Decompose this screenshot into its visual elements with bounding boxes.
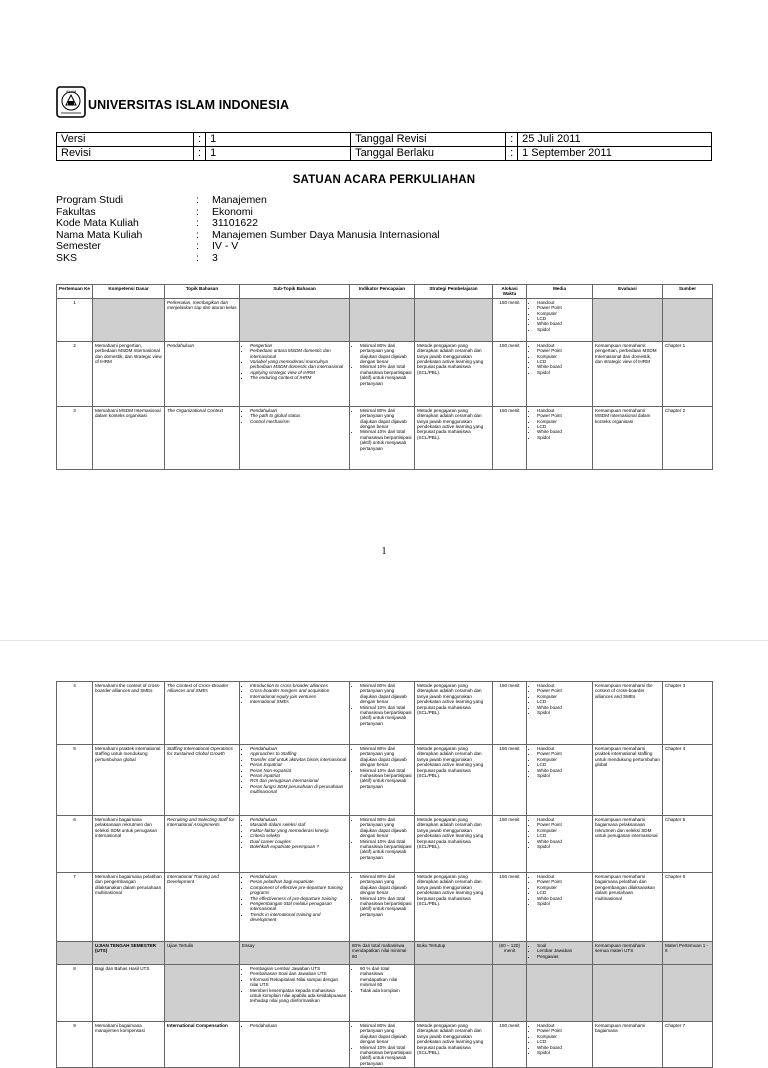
list-item: • Pembahasan Soal dan Jawaban UTS [250,971,347,976]
topik-cell: International Training and Development [165,873,240,942]
waktu-cell: 150 menit [493,341,527,406]
course-info [56,195,440,264]
waktu-cell: 150 menit [493,1022,527,1068]
topik-cell: Recruiting and Selecting Staff for International Assignments [165,816,240,873]
document-meta-table [56,132,712,161]
list-item: • Spidol [537,710,590,715]
list-item: • Minimal 80% dari pertanyaan yang diajukan dapat dijawab dengan benar [360,817,412,839]
list-item: • Pendahuluan [250,1023,347,1028]
list-item: • Component of effective pre-departure training programs [250,885,347,896]
list-item: • International equity join ventures [250,694,347,699]
list-item: • Power Point [537,1028,590,1033]
meeting-number: 5 [57,745,93,816]
table-row [57,298,713,341]
indikator-cell [350,406,415,469]
strategi-cell [415,298,493,341]
column-header: Media [527,285,593,299]
table-row [57,965,713,1022]
list-item: • Komputer [537,828,590,833]
evaluasi-cell [593,298,663,341]
list-item: • Applying strategic view of IHRM [250,370,347,375]
info-label: Semester [56,240,101,252]
list-item: • Power Point [537,348,590,353]
info-label: SKS [56,251,78,264]
strategi-cell: Metode pengajaran yang diterapkan adalah ceramah dan tanya jawab menggunakan pendekatan active learning yang berpusat pada mahasiswa (SCL/PBL). [415,816,493,873]
list-item: • Peran Non-expatriat [250,768,347,773]
sumber-cell: Chapter 1 [663,341,713,406]
media-cell-list [529,343,590,375]
university-logo-icon [56,86,86,118]
media-cell [527,942,593,965]
document-page-2 [0,640,768,1066]
list-item: • Minimal 80% dari pertanyaan yang diajukan dapat dijawab dengan benar [360,874,412,896]
document-header [56,86,289,118]
kompetensi-cell: Memahami praktek international staffing untuk mendukung pertumbuhan global [93,745,165,816]
uts-label: UJIAN TENGAH SEMESTER (UTS) [93,942,165,965]
meeting-number: 4 [57,682,93,745]
list-item: • Trends in international training and development [250,912,347,923]
list-item: • Power Point [537,305,590,310]
list-item: • Approaches to Staffing [250,751,347,756]
evaluasi-cell: Kemampuan memahami: pengertian, perbedaan MSDM Internasional dan domestik, dan strategic view of IHRM [593,341,663,406]
column-header: Evaluasi [593,285,663,299]
list-item: • White board [537,768,590,773]
meeting-number [57,942,93,965]
subtopik-cell [240,341,350,406]
university-name: UNIVERSITAS ISLAM INDONESIA [88,98,290,112]
colon: : [196,205,199,218]
table-row [57,745,713,816]
media-cell [527,745,593,816]
column-header: Alokasi Waktu [493,285,527,299]
list-item: • Spidol [537,773,590,778]
list-item: • Peran Expatriat [250,762,347,767]
column-header: Indikator Pencapaian [350,285,415,299]
list-item: • Spidol [537,327,590,332]
info-label: Program Studi [56,194,124,206]
strategi-cell: Metode pengajaran yang diterapkan adalah ceramah dan tanya jawab menggunakan pendekatan active learning yang berpusat pada mahasiswa (SCL/PBL). [415,873,493,942]
kompetensi-cell: Memahami the context of cross-boarder alliances and SMEs [93,682,165,745]
colon: : [506,147,518,161]
meeting-number: 2 [57,341,93,406]
table-row [57,341,713,406]
waktu-cell: 150 menit [493,682,527,745]
media-cell [527,965,593,1022]
info-value: Manajemen [212,194,267,206]
list-item: • White board [537,1045,590,1050]
list-item: • Pendahuluan [250,408,347,413]
indikator-cell-list [352,746,412,789]
evaluasi-cell: Kemampuan memahami bagaimana pelatihan dan pengembangan dilaksanakan dalam perusahaan multinasional [593,873,663,942]
list-item: • Memberi kesempatan kepada mahasiswa untuk komplain nilai apabila ada ketidakpuasan terhadap nilai yang diinformasikan [250,988,347,1004]
media-cell-list [529,1023,590,1055]
colon: : [196,251,199,264]
list-item: • Komputer [537,419,590,424]
indikator-cell [350,965,415,1022]
page-number: 1 [381,546,387,557]
kompetensi-cell: Memahami pengertian, perbedaan MSDM Internasional dan domestik, dan strategic view of IHRM [93,341,165,406]
strategi-cell: Metode pengajaran yang diterapkan adalah ceramah dan tanya jawab menggunakan pendekatan active learning yang berpusat pada mahasiswa (SCL/PBL). [415,341,493,406]
subtopik-cell [240,965,350,1022]
media-cell-list [529,683,590,715]
column-header: Kompetensi Dasar [93,285,165,299]
list-item: • Handout [537,1023,590,1028]
revisi-label: Revisi [57,147,194,161]
indikator-cell: 80% dari total mahasiswa mendapatkan nilai minimal 80 [350,942,415,965]
indikator-cell-list [352,1023,412,1066]
list-item: • White board [537,364,590,369]
list-item: • Variabel yang memoderasi munculnya perbedaan MSDM domestic dan internasional [250,359,347,370]
column-header: Pertemuan Ke [57,285,93,299]
list-item: • Komputer [537,885,590,890]
meeting-number: 8 [57,965,93,1022]
subtopik-cell-list [242,343,347,381]
info-value: IV - V [212,240,239,252]
list-item: • Handout [537,817,590,822]
sumber-cell: Materi Pertemuan 1 - 6 [663,942,713,965]
strategi-cell [415,965,493,1022]
versi-label: Versi [57,133,194,147]
evaluasi-cell: Kemampuan memahami the context of cross-boarder alliances and SMEs [593,682,663,745]
media-cell-list [529,943,590,959]
subtopik-cell-list [242,746,347,795]
topik-cell: Ujian Tertulis [165,942,240,965]
evaluasi-cell: Kemampuan memahami bagaimana [593,1022,663,1068]
subtopik-cell [240,816,350,873]
list-item: • Spidol [537,435,590,440]
meeting-number: 9 [57,1022,93,1068]
table-row [57,682,713,745]
list-item: • Lembar Jawaban [537,948,590,953]
list-item: • Spidol [537,370,590,375]
waktu-cell: 150 menit [493,873,527,942]
colon: : [196,194,199,206]
list-item: • The enduring context of IHRM [250,375,347,380]
table-row [57,873,713,942]
indikator-cell-list [352,683,412,726]
indikator-cell [350,873,415,942]
list-item: • LCD [537,890,590,895]
revisi-value: 1 [206,147,351,161]
list-item: • Handout [537,874,590,879]
waktu-cell: (60 – 120) menit [493,942,527,965]
subtopik-cell [240,298,350,341]
list-item: • Komputer [537,311,590,316]
subtopik-cell [240,745,350,816]
subtopik-cell: Essay [240,942,350,965]
list-item: • Pendahuluan [250,817,347,822]
media-cell-list [529,874,590,906]
colon: : [196,240,199,252]
colon: : [196,217,199,229]
sumber-cell [663,965,713,1022]
list-item: • Minimal 10% dari total mahasiswa berpartisipasi (aktif) untuk menjawab pertanyaan [360,768,412,790]
list-item: • White board [537,839,590,844]
sap-header-row [57,285,713,299]
list-item: • Pengembangan Staf melalui penugasan internasional [250,901,347,912]
info-row [56,253,440,265]
sumber-cell: Chapter 4 [663,745,713,816]
list-item: • Spidol [537,1050,590,1055]
sumber-cell: Chapter 6 [663,873,713,942]
list-item: • Minimal 10% dari total mahasiswa berpartisipasi (aktif) untuk menjawab pertanyaan [360,364,412,386]
info-value: Ekonomi [212,205,253,218]
topik-cell: International Compensation [165,1022,240,1068]
subtopik-cell-list [242,817,347,849]
colon: : [506,133,518,147]
indikator-cell-list [352,874,412,917]
info-row [56,241,440,253]
list-item: • Dual career couples [250,839,347,844]
indikator-cell [350,745,415,816]
list-item: • The effectiveness of pre-departure training [250,896,347,901]
list-item: • Informasi Rekapitulasi Nilai sampai dengan nilai UTS [250,977,347,988]
list-item: • Power Point [537,688,590,693]
colon: : [194,133,206,147]
meeting-number: 3 [57,406,93,469]
indikator-cell-list [352,966,412,993]
list-item: • Handout [537,683,590,688]
sap-table [56,284,713,470]
evaluasi-cell: Kemampuan memahami praktek international staffing untuk mendukung pertumbuhan global [593,745,663,816]
sumber-cell: Chapter 2 [663,406,713,469]
media-cell [527,406,593,469]
column-header: Topik Bahasan [165,285,240,299]
list-item: • Handout [537,408,590,413]
indikator-cell-list [352,343,412,386]
subtopik-cell-list [242,966,347,1004]
list-item: • Minimal 10% dari total mahasiswa berpartisipasi (aktif) untuk menjawab pertanyaan [360,839,412,861]
list-item: • White board [537,429,590,434]
list-item: • International SMEs [250,699,347,704]
tanggal-berlaku-value: 1 September 2011 [518,147,712,161]
waktu-cell: 150 menit [493,298,527,341]
table-row [57,816,713,873]
list-item: • Tidak ada komplain [360,988,412,993]
list-item: • Pendahuluan [250,746,347,751]
media-cell-list [529,408,590,440]
list-item: • LCD [537,1039,590,1044]
strategi-cell: Metode pengajaran yang diterapkan adalah ceramah dan tanya jawab menggunakan pendekatan active learning yang berpusat pada mahasiswa (SCL/PBL). [415,745,493,816]
list-item: • Handout [537,343,590,348]
list-item: • Minimal 10% dari total mahasiswa berpartisipasi (aktif) untuk menjawab pertanyaan [360,1045,412,1067]
list-item: • Pengawas [537,954,590,959]
indikator-cell-list [352,408,412,451]
topik-cell [165,965,240,1022]
waktu-cell: 150 menit [493,745,527,816]
versi-value: 1 [206,133,351,147]
evaluasi-cell: Kemampuan memahami semua materi UTS [593,942,663,965]
list-item: • Introduction to cross-broader alliances [250,683,347,688]
colon: : [194,147,206,161]
subtopik-cell-list [242,683,347,705]
media-cell [527,1022,593,1068]
list-item: • Peran pelatihan bagi expatriate [250,879,347,884]
tanggal-revisi-label: Tanggal Revisi [351,133,506,147]
list-item: • Komputer [537,757,590,762]
evaluasi-cell: Kemampuan memahami MSDM Internasional dalam konteks organisasi [593,406,663,469]
list-item: • Minimal 80% dari pertanyaan yang diajukan dapat dijawab dengan benar [360,1023,412,1045]
list-item: • LCD [537,316,590,321]
topik-cell: Staffing International Operations for Sustained Global Growth [165,745,240,816]
list-item: • LCD [537,699,590,704]
list-item: • White board [537,321,590,326]
topik-cell: The Organizational Context [165,406,240,469]
waktu-cell: 150 menit [493,816,527,873]
subtopik-cell [240,682,350,745]
list-item: • Handout [537,300,590,305]
list-item: • White board [537,705,590,710]
list-item: • Control mechanism [250,419,347,424]
list-item: • Masalah dalam seleksi staf [250,822,347,827]
list-item: • Komputer [537,354,590,359]
strategi-cell: Metode pengajaran yang diterapkan adalah ceramah dan tanya jawab menggunakan pendekatan active learning yang berpusat pada mahasiswa (SCL/PBL). [415,1022,493,1068]
info-row [56,218,440,230]
list-item: • Power Point [537,751,590,756]
list-item: • LCD [537,359,590,364]
uts-row [57,942,713,965]
list-item: • Handout [537,746,590,751]
waktu-cell: 150 menit [493,406,527,469]
list-item: • Soal [537,943,590,948]
kompetensi-cell [93,298,165,341]
media-cell [527,341,593,406]
subtopik-cell-list [242,874,347,923]
list-item: • Power Point [537,413,590,418]
media-cell-list [529,746,590,778]
list-item: • Cross-boarder mergers and acquisition [250,688,347,693]
sumber-cell: Chapter 3 [663,682,713,745]
column-header: Strategi Pembelajaran [415,285,493,299]
media-cell [527,298,593,341]
list-item: • Power Point [537,879,590,884]
list-item: • Peran inpatriat [250,773,347,778]
column-header: Sumber [663,285,713,299]
strategi-cell: Buku Tertutup [415,942,493,965]
list-item: • Pendahuluan [250,874,347,879]
table-row [57,406,713,469]
list-item: • Criteria seleksi [250,833,347,838]
colon: : [196,228,199,241]
kompetensi-cell: Memahami bagaimana pelaksanaan rekrutmen dan seleksi SDM untuk penugasan internasional [93,816,165,873]
info-value: Manajemen Sumber Daya Manusia Internasional [212,228,440,241]
list-item: • Pembagian Lembar Jawaban UTS [250,966,347,971]
list-item: • Minimal 80% dari pertanyaan yang diajukan dapat dijawab dengan benar [360,746,412,768]
evaluasi-cell [593,965,663,1022]
info-label: Nama Mata Kuliah [56,228,143,241]
sumber-cell [663,298,713,341]
list-item: • White board [537,896,590,901]
kompetensi-cell: Bagi dan Bahas Hasil UTS [93,965,165,1022]
subtopik-cell [240,873,350,942]
media-cell [527,816,593,873]
info-row [56,195,440,207]
list-item: • Pengertian [250,343,347,348]
column-header: Sub-Topik Bahasan [240,285,350,299]
list-item: • Transfer staf untuk aktivitas bisnis internasional [250,757,347,762]
list-item: • LCD [537,833,590,838]
kompetensi-cell: Memahami bagaimana pelatihan dan pengembangan dilaksanakan dalam perusahaan multinasional [93,873,165,942]
topik-cell: Pendahuluan [165,341,240,406]
topik-cell: The Context of Cross-Broader Alliances and SMEs [165,682,240,745]
sumber-cell: Chapter 5 [663,816,713,873]
indikator-cell [350,1022,415,1068]
list-item: • Komputer [537,1034,590,1039]
info-value: 31101622 [212,217,258,229]
list-item: • Minimal 80% dari pertanyaan yang diajukan dapat dijawab dengan benar [360,343,412,365]
list-item: • Minimal 10% dari total mahasiswa berpartisipasi (aktif) untuk menjawab pertanyaan [360,429,412,451]
list-item: • Spidol [537,901,590,906]
info-value: 3 [212,251,218,264]
list-item: • The path to global status [250,413,347,418]
meeting-number: 1 [57,298,93,341]
indikator-cell [350,682,415,745]
indikator-cell [350,816,415,873]
list-item: • Komputer [537,694,590,699]
topik-cell: Perkenalan, membagikan dan menjelaskan sap dan aturan kelas [165,298,240,341]
logo-text: ISLAM [65,90,77,94]
tanggal-berlaku-label: Tanggal Berlaku [351,147,506,161]
media-cell-list [529,300,590,332]
table-row [57,1022,713,1068]
list-item: • Peran fungsi SDM perusahaan di perusahaan multinasional [250,784,347,795]
waktu-cell [493,965,527,1022]
list-item: • LCD [537,424,590,429]
media-cell [527,873,593,942]
indikator-cell-list [352,817,412,860]
list-item: • 60 % dari total mahasiswa mendapatkan nilai minimal 60 [360,966,412,988]
indikator-cell [350,298,415,341]
info-label: Fakultas [56,205,96,218]
list-item: • Perbedaan antara MSDM domestic dan internasional [250,348,347,359]
media-cell [527,682,593,745]
list-item: • Bolehkah expatriate perempuan ? [250,844,347,849]
media-cell-list [529,817,590,849]
tanggal-revisi-value: 25 Juli 2011 [518,133,712,147]
document-title: SATUAN ACARA PERKULIAHAN [292,174,476,186]
list-item: • Faktor-faktor yang memoderasi kinerja [250,828,347,833]
list-item: • Minimal 80% dari pertanyaan yang diajukan dapat dijawab dengan benar [360,683,412,705]
list-item: • Power Point [537,822,590,827]
subtopik-cell [240,406,350,469]
subtopik-cell [240,1022,350,1068]
kompetensi-cell: Memahami MSDM Internasional dalam konteks organisasi [93,406,165,469]
list-item: • Spidol [537,844,590,849]
evaluasi-cell: Kemampuan memahami bagaimana pelaksanaan rekrutmen dan seleksi SDM untuk penugasan internasional [593,816,663,873]
info-label: Kode Mata Kuliah [56,217,139,229]
strategi-cell: Metode pengajaran yang diterapkan adalah ceramah dan tanya jawab menggunakan pendekatan active learning yang berpusat pada mahasiswa (SCL/PBL). [415,406,493,469]
subtopik-cell-list [242,408,347,424]
meeting-number: 6 [57,816,93,873]
sumber-cell: Chapter 7 [663,1022,713,1068]
list-item: • LCD [537,762,590,767]
info-row [56,230,440,242]
list-item: • Minimal 80% dari pertanyaan yang diajukan dapat dijawab dengan benar [360,408,412,430]
indikator-cell [350,341,415,406]
sap-table-continued [56,681,713,1068]
kompetensi-cell: Memahami bagaimana manajemen kompensasi [93,1022,165,1068]
meeting-number: 7 [57,873,93,942]
list-item: • Minimal 10% dari total mahasiswa berpartisipasi (aktif) untuk menjawab pertanyaan [360,896,412,918]
strategi-cell: Metode pengajaran yang diterapkan adalah ceramah dan tanya jawab menggunakan pendekatan active learning yang berpusat pada mahasiswa (SCL/PBL). [415,682,493,745]
list-item: • Minimal 10% dari total mahasiswa berpartisipasi (aktif) untuk menjawab pertanyaan [360,705,412,727]
list-item: • ROI dari penugasan internasional [250,778,347,783]
